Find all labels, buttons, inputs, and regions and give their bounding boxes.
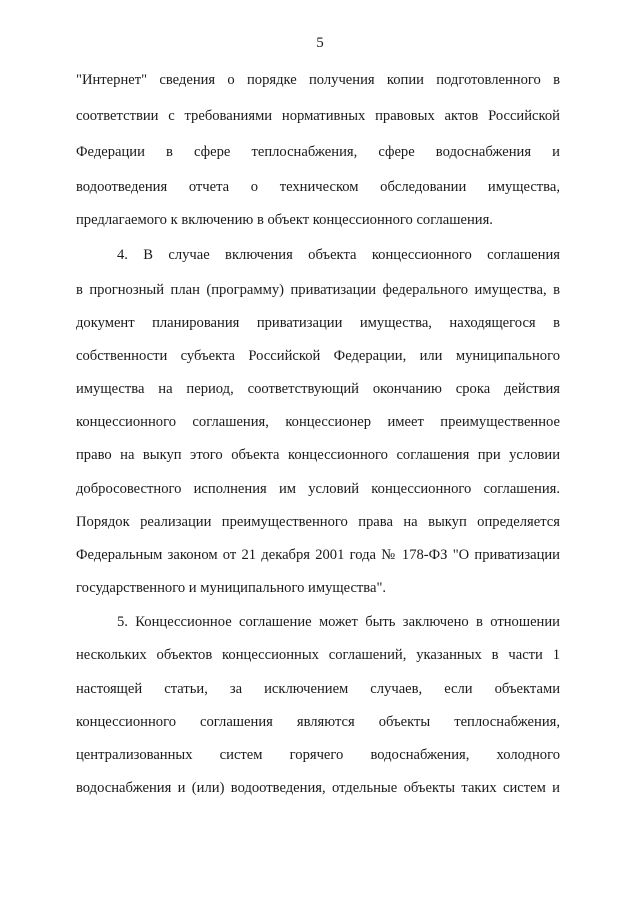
text-line: соответствии с требованиями нормативных правовых актов Российской [76, 108, 560, 124]
text-line: собственности субъекта Российской Федерации, или муниципального [76, 348, 560, 364]
text-line: нескольких объектов концессионных соглашений, указанных в части 1 [76, 647, 560, 663]
text-line: водоснабжения и (или) водоотведения, отдельные объекты таких систем и [76, 780, 560, 796]
text-line: в прогнозный план (программу) приватизации федерального имущества, в [76, 282, 560, 298]
text-line: государственного и муниципального имущества". [76, 580, 387, 596]
text-line: право на выкуп этого объекта концессионного соглашения при условии [76, 447, 560, 463]
text-line: концессионного соглашения являются объекты теплоснабжения, [76, 714, 560, 730]
text-line: настоящей статьи, за исключением случаев, если объектами [76, 681, 560, 697]
text-line: Федерации в сфере теплоснабжения, сфере водоснабжения и [76, 144, 560, 160]
paragraph-start-line: 5. Концессионное соглашение может быть заключено в отношении [117, 614, 560, 630]
text-line: документ планирования приватизации имущества, находящегося в [76, 315, 560, 331]
text-line: Порядок реализации преимущественного права на выкуп определяется [76, 514, 560, 530]
text-line: Федеральным законом от 21 декабря 2001 года № 178-ФЗ "О приватизации [76, 547, 560, 563]
page-number: 5 [316, 35, 324, 51]
text-line: "Интернет" сведения о порядке получения копии подготовленного в [76, 72, 560, 88]
text-line: концессионного соглашения, концессионер имеет преимущественное [76, 414, 560, 430]
text-line: водоотведения отчета о техническом обследовании имущества, [76, 179, 560, 195]
text-line: предлагаемого к включению в объект концессионного соглашения. [76, 212, 493, 228]
text-line: централизованных систем горячего водоснабжения, холодного [76, 747, 560, 763]
paragraph-start-line: 4. В случае включения объекта концессионного соглашения [117, 247, 560, 263]
text-line: добросовестного исполнения им условий концессионного соглашения. [76, 481, 560, 497]
text-line: имущества на период, соответствующий окончанию срока действия [76, 381, 560, 397]
